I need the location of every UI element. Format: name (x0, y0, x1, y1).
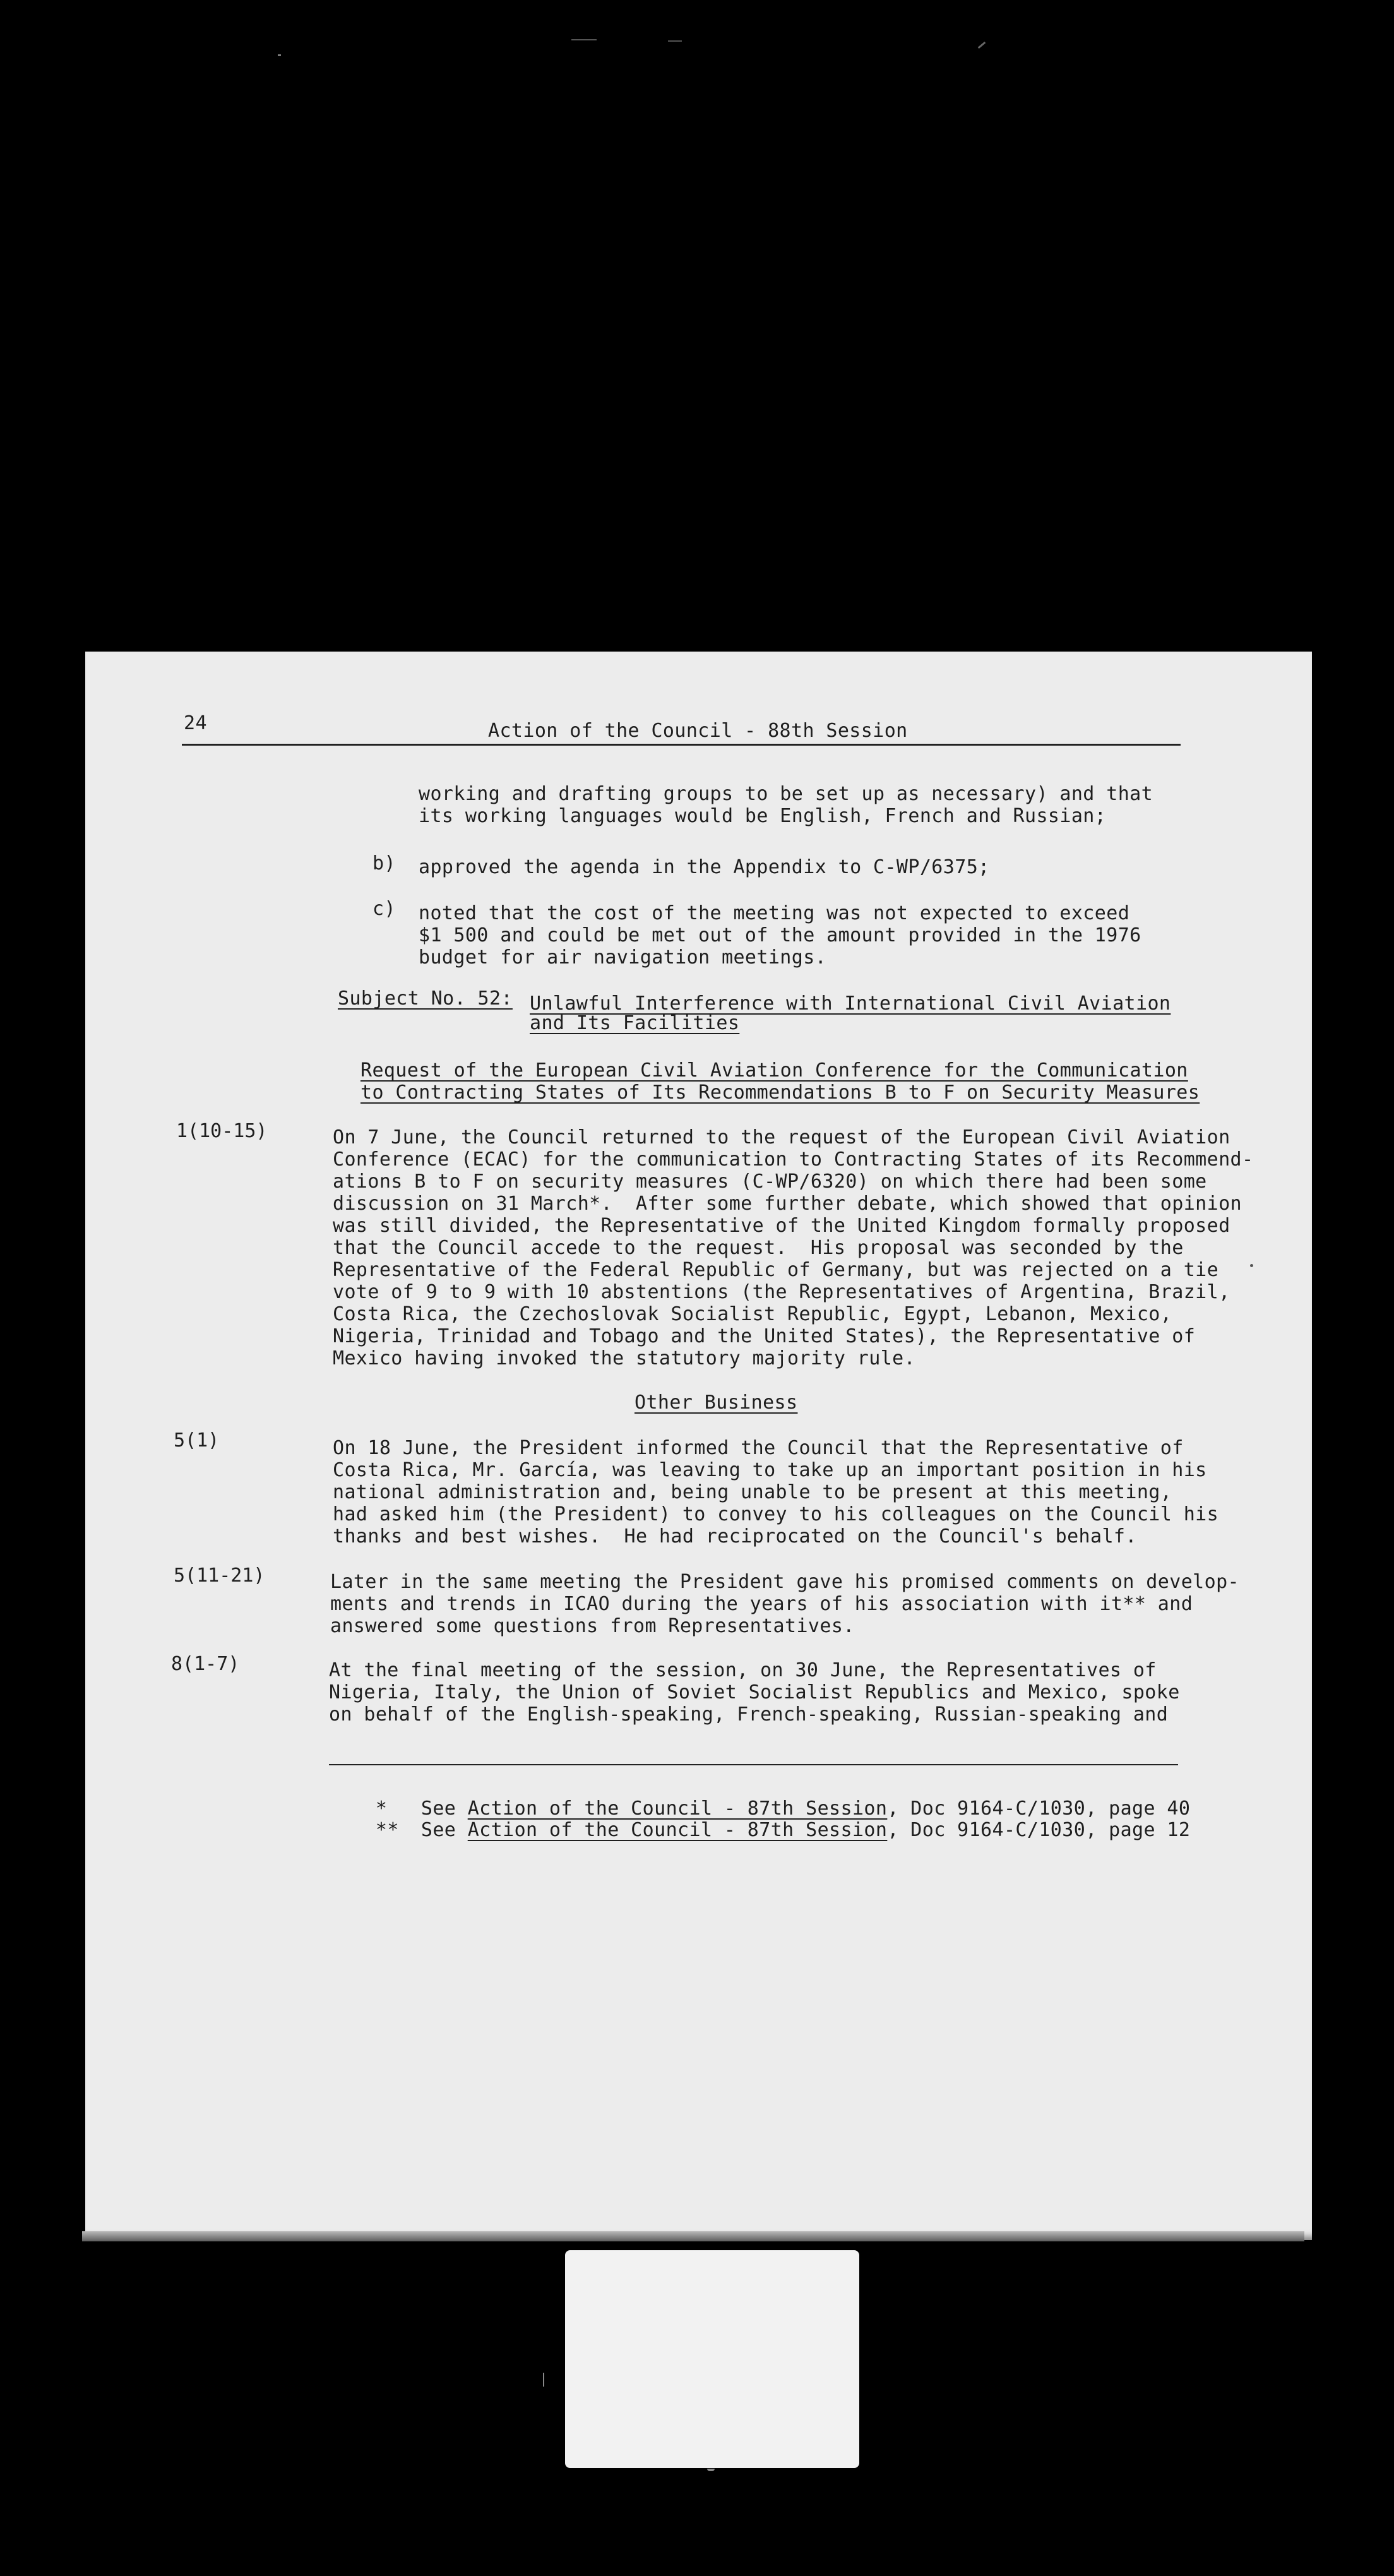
paragraph-line: Conference (ECAC) for the communication to Contracting States of its Recommend- (333, 1148, 1254, 1171)
scan-speck (668, 40, 682, 42)
other-business-heading: Other Business (634, 1392, 798, 1414)
running-title: Action of the Council - 88th Session (488, 720, 908, 742)
paragraph-reference: 5(1) (174, 1429, 220, 1452)
item-line: $1 500 and could be met out of the amount provided in the 1976 (419, 924, 1141, 946)
paragraph-line: On 18 June, the President informed the Council that the Representative of (333, 1437, 1184, 1459)
margin-speck (1250, 1264, 1253, 1267)
footnote-reference: , Doc 9164-C/1030, page 12 (887, 1819, 1191, 1841)
page-number: 24 (184, 712, 207, 734)
item-line: noted that the cost of the meeting was not expected to exceed (419, 902, 1130, 924)
paragraph-line: discussion on 31 March*. After some further debate, which showed that opinion (333, 1193, 1242, 1215)
footnote (329, 1797, 1190, 1863)
paragraph-line: that the Council accede to the request. His proposal was seconded by the (333, 1237, 1184, 1259)
scan-speck (278, 54, 281, 56)
item-line: budget for air navigation meetings. (419, 946, 827, 969)
page-bottom-edge (82, 2231, 1304, 2241)
item-line: approved the agenda in the Appendix to C-WP/6375; (419, 856, 990, 878)
item-marker: b) (372, 852, 396, 874)
section-subheading: Request of the European Civil Aviation Conference for the Communication (360, 1059, 1188, 1082)
footnote-title: Action of the Council - 87th Session (467, 1819, 888, 1841)
footnote-title: Action of the Council - 87th Session (467, 1798, 888, 1820)
paragraph-line: Costa Rica, the Czechoslovak Socialist Republic, Egypt, Lebanon, Mexico, (333, 1303, 1172, 1325)
paragraph-reference: 5(11-21) (174, 1565, 265, 1587)
item-marker: c) (372, 898, 396, 920)
document-page (85, 652, 1312, 2240)
paragraph-reference: 8(1-7) (171, 1653, 240, 1675)
subject-title: and Its Facilities (530, 1012, 740, 1034)
paragraph-line: Nigeria, Trinidad and Tobago and the United States), the Representative of (333, 1325, 1196, 1347)
paragraph-line: vote of 9 to 9 with 10 abstentions (the Representatives of Argentina, Brazil, (333, 1281, 1230, 1303)
subject-label: Subject No. 52: (338, 987, 513, 1010)
section-subheading: to Contracting States of Its Recommendations B to F on Security Measures (360, 1082, 1200, 1104)
paragraph-line: Mexico having invoked the statutory majority rule. (333, 1347, 916, 1369)
scan-speck (707, 2469, 715, 2471)
footnote-mark: ** (375, 1819, 399, 1841)
paragraph-line: Nigeria, Italy, the Union of Soviet Socialist Republics and Mexico, spoke (329, 1681, 1180, 1703)
scan-speck (978, 42, 986, 49)
paragraph-line: Later in the same meeting the President gave his promised comments on develop- (330, 1571, 1239, 1593)
paragraph-line: was still divided, the Representative of the United Kingdom formally proposed (333, 1215, 1230, 1237)
paragraph-line: national administration and, being unable to be present at this meeting, (333, 1481, 1172, 1503)
footnote-see: See (420, 1819, 456, 1841)
blank-card (565, 2250, 859, 2468)
scan-speck (571, 39, 597, 40)
subject-title: Unlawful Interference with International Civil Aviation (530, 993, 1171, 1015)
paragraph-line: Costa Rica, Mr. García, was leaving to take up an important position in his (333, 1459, 1207, 1481)
paragraph-line: had asked him (the President) to convey to his colleagues on the Council his (333, 1503, 1219, 1525)
paragraph-reference: 1(10-15) (176, 1120, 268, 1142)
paragraph-line: on behalf of the English-speaking, French-speaking, Russian-speaking and (329, 1703, 1169, 1726)
footnote-reference: , Doc 9164-C/1030, page 40 (887, 1798, 1191, 1820)
intro-line: working and drafting groups to be set up as necessary) and that (419, 783, 1153, 805)
footnote-rule (329, 1764, 1178, 1765)
paragraph-line: answered some questions from Representatives. (330, 1615, 855, 1637)
paragraph-line: Representative of the Federal Republic of Germany, but was rejected on a tie (333, 1259, 1219, 1281)
paragraph-line: At the final meeting of the session, on 30 June, the Representatives of (329, 1659, 1157, 1681)
paragraph-line: On 7 June, the Council returned to the request of the European Civil Aviation (333, 1126, 1230, 1148)
paragraph-line: thanks and best wishes. He had reciprocated on the Council's behalf. (333, 1525, 1137, 1547)
header-rule (182, 744, 1181, 746)
footnote-see: See (420, 1798, 456, 1820)
paragraph-line: ations B to F on security measures (C-WP/6320) on which there had been some (333, 1171, 1207, 1193)
footnote-mark: * (375, 1798, 388, 1820)
scan-speck (543, 2373, 544, 2387)
paragraph-line: ments and trends in ICAO during the years of his association with it** and (330, 1593, 1193, 1615)
intro-line: its working languages would be English, French and Russian; (419, 805, 1107, 827)
